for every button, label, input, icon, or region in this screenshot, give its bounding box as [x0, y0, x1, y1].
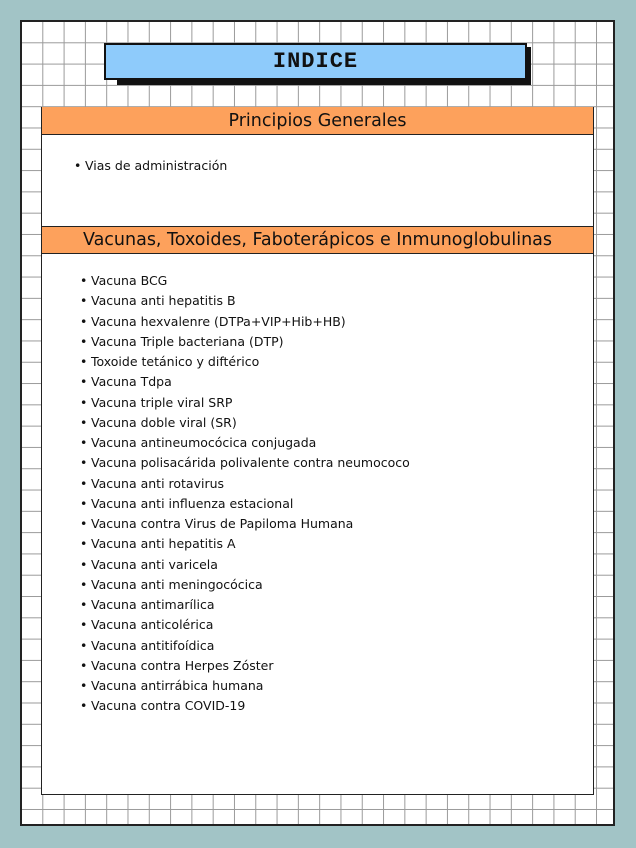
list-item: • Vacuna contra Virus de Papiloma Humana: [80, 514, 410, 534]
page-title: INDICE: [272, 49, 359, 74]
list-item: • Vacuna anti meningocócica: [80, 575, 410, 595]
list-item: • Vacuna anticolérica: [80, 615, 410, 635]
list-item: • Vacuna hexvalenre (DTPa+VIP+Hib+HB): [80, 312, 410, 332]
section-heading-principios-generales: Principios Generales: [42, 107, 593, 135]
list-item: • Vacuna antitifoídica: [80, 636, 410, 656]
list-item: • Vacuna anti hepatitis B: [80, 291, 410, 311]
list-item: • Vacuna Tdpa: [80, 372, 410, 392]
vacunas-list: [80, 271, 410, 717]
list-item: • Vacuna BCG: [80, 271, 410, 291]
list-item: • Vacuna antineumocócica conjugada: [80, 433, 410, 453]
list-item: • Vacuna antimarílica: [80, 595, 410, 615]
list-item: • Vacuna antirrábica humana: [80, 676, 410, 696]
list-item: • Vacuna Triple bacteriana (DTP): [80, 332, 410, 352]
list-item: • Vacuna contra Herpes Zóster: [80, 656, 410, 676]
list-item: • Vacuna anti hepatitis A: [80, 534, 410, 554]
index-content: [41, 107, 594, 795]
list-item: • Vias de administración: [74, 156, 227, 176]
title-box: [104, 43, 527, 80]
principios-generales-list: [74, 156, 227, 176]
list-item: • Vacuna doble viral (SR): [80, 413, 410, 433]
list-item: • Vacuna anti influenza estacional: [80, 494, 410, 514]
list-item: • Vacuna contra COVID-19: [80, 696, 410, 716]
list-item: • Vacuna anti varicela: [80, 555, 410, 575]
section-heading-vacunas: Vacunas, Toxoides, Faboterápicos e Inmunoglobulinas: [42, 226, 593, 254]
list-item: • Vacuna triple viral SRP: [80, 393, 410, 413]
list-item: • Toxoide tetánico y diftérico: [80, 352, 410, 372]
list-item: • Vacuna polisacárida polivalente contra neumococo: [80, 453, 410, 473]
list-item: • Vacuna anti rotavirus: [80, 474, 410, 494]
